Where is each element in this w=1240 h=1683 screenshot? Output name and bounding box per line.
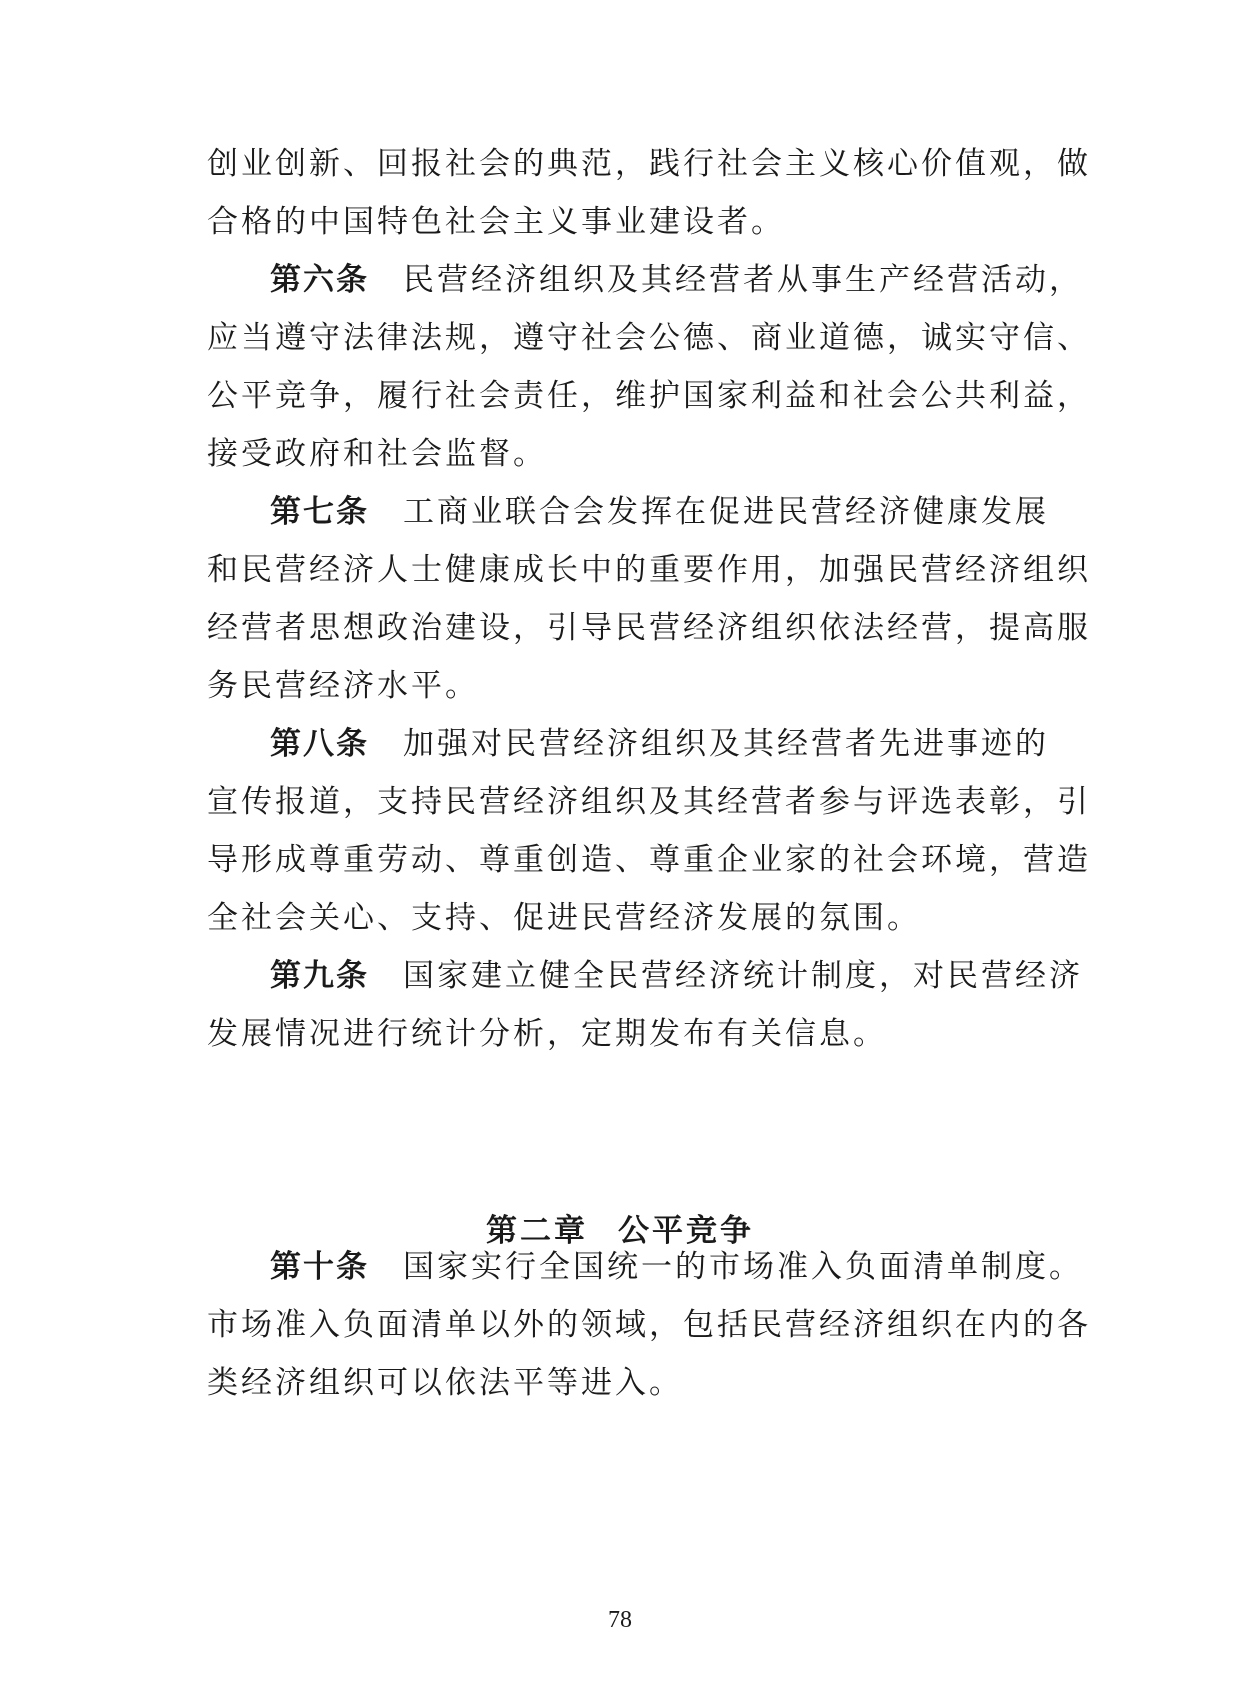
text-line: 务民营经济水平。 (207, 668, 479, 704)
text-segment: 加强对民营经济组织及其经营者先进事迹的 (403, 726, 1049, 762)
text-line: 全社会关心、支持、促进民营经济发展的氛围。 (207, 900, 921, 936)
article-8-first-line (270, 724, 1049, 764)
text-segment: 工商业联合会发挥在促进民营经济健康发展 (403, 494, 1049, 530)
article-6-first-line (270, 260, 1083, 300)
text-line: 接受政府和社会监督。 (207, 436, 547, 472)
text-line: 经营者思想政治建设，引导民营经济组织依法经营，提高服 (207, 610, 1091, 646)
text-line: 合格的中国特色社会主义事业建设者。 (207, 204, 785, 240)
article-7-title: 第七条 (270, 494, 369, 530)
text-line: 应当遵守法律法规，遵守社会公德、商业道德，诚实守信、 (207, 320, 1091, 356)
text-line: 宣传报道，支持民营经济组织及其经营者参与评选表彰，引 (207, 784, 1091, 820)
text-line: 类经济组织可以依法平等进入。 (207, 1365, 683, 1401)
text-line: 发展情况进行统计分析，定期发布有关信息。 (207, 1016, 887, 1052)
article-9-first-line (270, 956, 1083, 996)
article-6-title: 第六条 (270, 262, 369, 298)
article-7-first-line (270, 492, 1049, 532)
text-line: 创业创新、回报社会的典范，践行社会主义核心价值观，做 (207, 146, 1091, 182)
article-9-title: 第九条 (270, 958, 369, 994)
text-line: 导形成尊重劳动、尊重创造、尊重企业家的社会环境，营造 (207, 842, 1091, 878)
text-segment: 国家建立健全民营经济统计制度，对民营经济 (403, 958, 1083, 994)
chapter-heading (0, 1211, 1240, 1251)
chapter-number: 第二章 (486, 1213, 588, 1249)
text-line: 公平竞争，履行社会责任，维护国家利益和社会公共利益， (207, 378, 1091, 414)
article-10-title: 第十条 (270, 1249, 369, 1285)
article-8-title: 第八条 (270, 726, 369, 762)
text-line: 市场准入负面清单以外的领域，包括民营经济组织在内的各 (207, 1307, 1091, 1343)
text-segment: 国家实行全国统一的市场准入负面清单制度。 (403, 1249, 1083, 1285)
text-segment: 民营经济组织及其经营者从事生产经营活动， (403, 262, 1083, 298)
text-line: 和民营经济人士健康成长中的重要作用，加强民营经济组织 (207, 552, 1091, 588)
article-10-first-line (270, 1247, 1083, 1287)
chapter-title: 公平竞争 (618, 1213, 754, 1249)
page-number: 78 (608, 1607, 632, 1633)
